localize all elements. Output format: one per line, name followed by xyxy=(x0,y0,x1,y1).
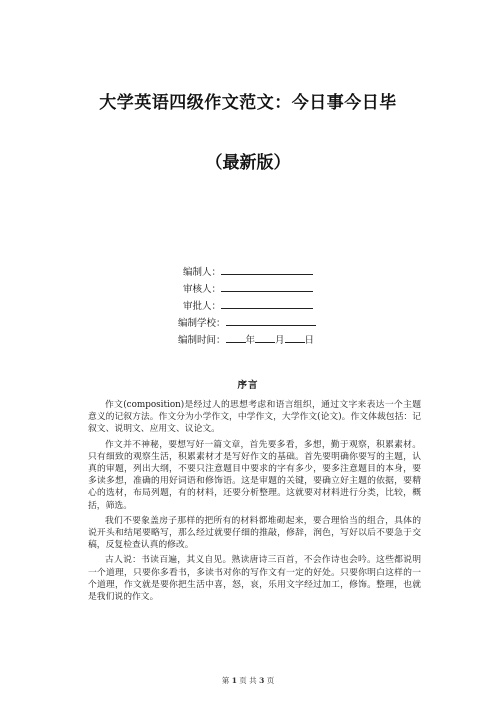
reviewer-label: 审核人： xyxy=(183,284,222,295)
meta-block xyxy=(178,263,316,348)
time-row xyxy=(178,331,316,348)
paragraph: 作文并不神秘，要想写好一篇文章，首先要多看，多想，勤于观察，积累素材。只有细致的观察生活，积累素材才是写好作文的基础。首先要明确你要写的主题，认真的审题，列出大纲，不要只注意题目中要求的字有多少，要多注意题目的本身，要多读多想，准确的用好词语和修饰语。这是审题的关键，要确立好主题的依据，要精心的选材，布局列题，有的材料，还要分析整理。这就要对材料进行分类，比较，概括，筛选。 xyxy=(88,439,421,511)
editor-row xyxy=(178,263,316,280)
footer-suffix: 页 xyxy=(266,676,275,685)
footer-middle: 页 共 xyxy=(239,676,257,685)
paragraph: 古人说：书读百遍，其义自见。熟读唐诗三百首，不会作诗也会吟。这些都说明一个道理，只要你多看书，多读书对你的写作文有一定的好处。只要你明白这样的一个道理，作文就是要你把生活中喜，怒，哀，乐用文字经过加工，修饰。整理，也就是我们说的作文。 xyxy=(88,555,421,603)
paragraph: 我们不要象盖房子那样的把所有的材料都堆砌起来，要合理恰当的组合，具体的说开头和结尾要略写，那么经过就要仔细的推敲，修辞，润色，写好以后不要急于交稿，反复检查认真的修改。 xyxy=(88,515,421,551)
editor-label: 编制人： xyxy=(183,267,222,278)
school-row xyxy=(178,314,316,331)
paragraph: 作文(composition)是经过人的思想考虑和语言组织，通过文字来表达一个主题意义的记叙方法。作文分为小学作文，中学作文，大学作文(论文)。作文体裁包括：记叙文、说明文、应用文、议论文。 xyxy=(88,400,421,435)
page-footer xyxy=(0,675,496,686)
day-char: 日 xyxy=(304,335,315,346)
approver-blank[interactable] xyxy=(221,297,313,309)
month-char: 月 xyxy=(275,335,285,346)
year-char: 年 xyxy=(245,335,256,346)
footer-page-number: 1 xyxy=(231,676,237,685)
approver-row xyxy=(178,297,316,314)
preface-heading: 序言 xyxy=(237,380,259,391)
day-blank[interactable] xyxy=(285,331,305,343)
school-blank[interactable] xyxy=(226,314,316,326)
reviewer-blank[interactable] xyxy=(221,280,313,292)
footer-total-pages: 3 xyxy=(259,676,265,685)
document-subtitle: （最新版） xyxy=(205,153,291,173)
editor-blank[interactable] xyxy=(221,263,313,275)
preface-body xyxy=(88,399,421,606)
month-blank[interactable] xyxy=(255,331,275,343)
school-label: 编制学校： xyxy=(178,318,226,329)
time-label: 编制时间： xyxy=(178,335,226,346)
footer-prefix: 第 xyxy=(221,676,230,685)
approver-label: 审批人： xyxy=(183,301,222,312)
reviewer-row xyxy=(178,280,316,297)
year-blank[interactable] xyxy=(226,331,246,343)
document-title: 大学英语四级作文范文：今日事今日毕 xyxy=(99,93,397,113)
